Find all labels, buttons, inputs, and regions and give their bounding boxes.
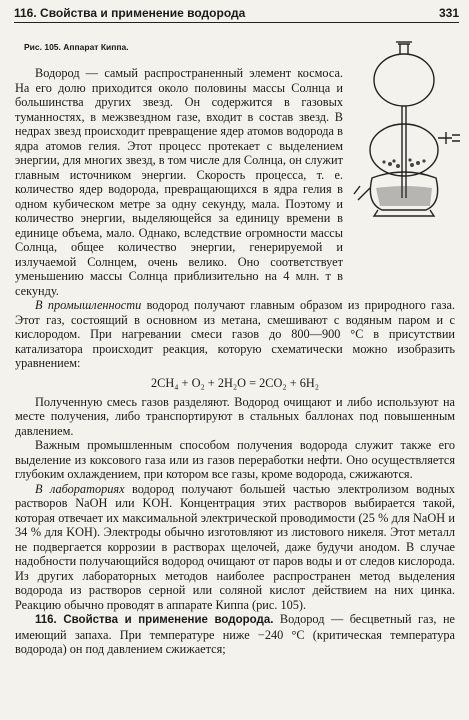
paragraph-industrial <box>15 298 455 371</box>
paragraph-properties <box>15 612 455 657</box>
paragraph-laboratory <box>15 482 455 613</box>
paragraph-coke-gas: Важным промышленным способом получения водорода служит также его выделение из коксового газа или из газов переработки нефти. Оно осуществляется глубоким охлаждением, при котором все газы, кроме водорода, сжижаются. <box>15 438 455 481</box>
figure-caption: Рис. 105. Аппарат Киппа. <box>24 42 129 52</box>
page-number: 331 <box>438 6 459 20</box>
page-body <box>15 66 455 657</box>
industrial-text: водород получают главным образом из природного газа. Этот газ, состоящий в основном из метана, смешивают с водяным паром и с кислородом. При нагревании смеси газов до 800—900 °С в присутствии катализатора происходит реакция, которую схематически можно изобразить уравнением: <box>15 298 455 370</box>
laboratory-text: водород получают большей частью электролизом водных растворов NaOH или KOH. Концентрация этих растворов выбирается такой, которая отвечает их максимальной электрической проводимости (25 % для NaOH и 34 % для KOH). Электроды обычно изготовляют из листового никеля. Этот металл не подвергается коррозии в растворах щелочей, даже будучи анодом. В случае надобности получающийся водород очищают от паров воды и от следов кислорода. Из других лабораторных методов наиболее распространен метод выделения водорода из растворов серной или соляной кислот действием на них цинка. Реакцию обычно проводят в аппарате Киппа (рис. 105). <box>15 481 455 612</box>
industrial-label: В промышленности <box>35 298 142 312</box>
properties-heading: 116. Свойства и применение водорода. <box>35 614 274 626</box>
paragraph-hydrogen-in-space: Водород — самый распространенный элемент космоса. На его долю приходится около половины массы Солнца и большинства других звезд. Он содержится в газовых туманностях, в межзвездном газе, входит в состав звезд. В недрах звезд происходит превращение ядер атомов водорода в ядра атомов гелия. Этот процесс протекает с выделением энергии, для многих звезд, в том числе для Солнца, он служит главным источником энергии. Скорость процесса, т. е. количество ядер водорода, превращающихся в ядра гелия в одном кубическом метре за одну секунду, мала. Поэтому и количество энергии, выделяющейся за единицу времени в единице объема, мало. Однако, вследствие огромности массы Солнца, общее количество энергии, генерируемой и излучаемой Солнцем, очень велико. Оно соответствует уменьшению массы Солнца приблизительно на 4 млн. т в секунду. <box>15 66 343 298</box>
laboratory-label: В лабораториях <box>35 481 125 496</box>
methane-reaction-equation: 2CH₄ + O₂ + 2H₂O = 2CO₂ + 6H₂ <box>150 375 320 390</box>
properties-text: Водород — бесцветный газ, не имеющий запаха. При температуре ниже −240 °С (критическая температура водорода) он под давлением сжижается; <box>15 612 455 656</box>
running-header <box>14 4 459 23</box>
section-title: 116. Свойства и применение водорода <box>14 6 246 20</box>
paragraph-gas-separation: Полученную смесь газов разделяют. Водород очищают и либо используют на месте получения, либо транспортируют в стальных баллонах под повышенным давлением. <box>15 394 455 438</box>
